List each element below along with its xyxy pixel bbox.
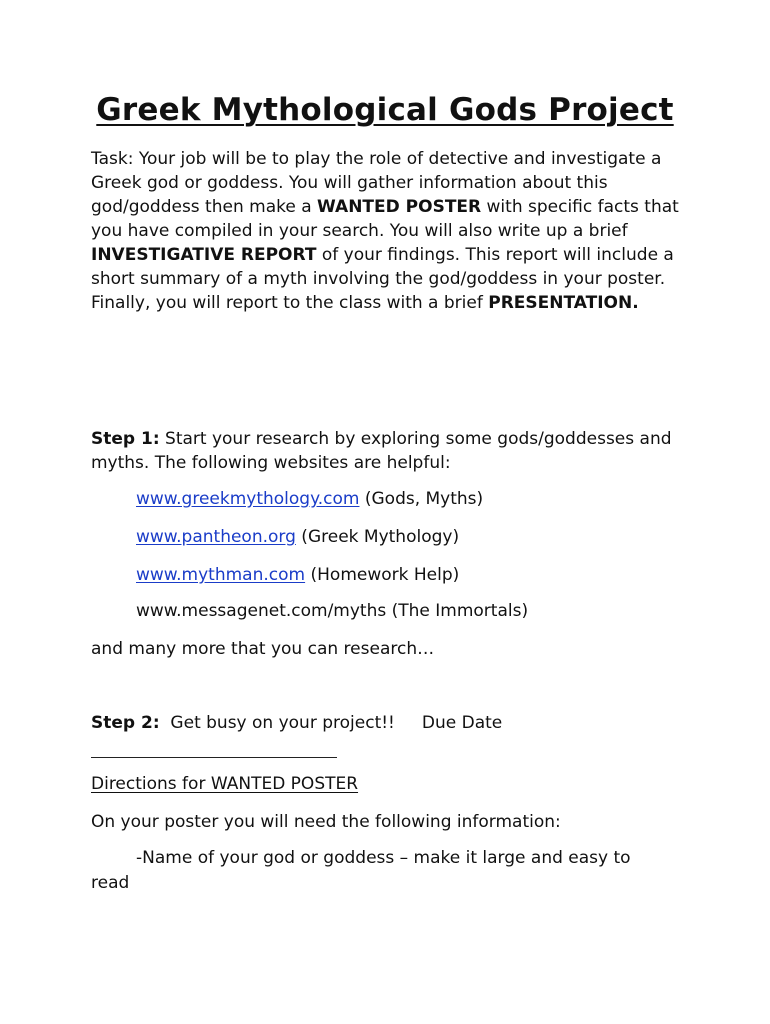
step2-label: Step 2: <box>91 713 160 733</box>
investigative-report-bold: INVESTIGATIVE REPORT <box>91 245 317 265</box>
presentation-bold: PRESENTATION. <box>488 293 639 313</box>
poster-item-name: -Name of your god or goddess – make it large and easy to <box>136 848 631 868</box>
website-note: (The Immortals) <box>386 601 529 621</box>
website-plain-url: www.messagenet.com/myths <box>136 601 387 621</box>
step1-label: Step 1: <box>91 429 160 449</box>
website-item <box>136 563 459 587</box>
step2-line <box>91 711 502 735</box>
poster-item-name-cont: read <box>91 873 130 893</box>
website-note: (Homework Help) <box>305 565 460 585</box>
website-item <box>136 599 528 623</box>
wanted-poster-bold: WANTED POSTER <box>317 197 482 217</box>
step1-paragraph <box>91 427 691 475</box>
website-note: (Greek Mythology) <box>295 527 460 547</box>
website-link[interactable]: www.mythman.com <box>136 565 306 585</box>
website-link[interactable]: www.greekmythology.com <box>136 489 360 509</box>
task-text-3: of your findings. This report will include a short summary of a myth involving the god/goddess in your poster. Finally, you will report to the class with a brief <box>91 245 674 313</box>
website-item <box>136 525 459 549</box>
due-date-blank <box>91 757 337 758</box>
website-item <box>136 487 483 511</box>
directions-heading: Directions for WANTED POSTER <box>91 774 359 794</box>
website-note: (Gods, Myths) <box>359 489 484 509</box>
task-text-1: Task: Your job will be to play the role of detective and investigate a Greek god or goddess. You will gather information about this god/goddess then make a <box>91 149 662 217</box>
step2-text: Get busy on your project!! Due Date <box>159 713 503 733</box>
task-text-2: with specific facts that you have compiled in your search. You will also write up a brief <box>91 197 679 241</box>
step1-text: Start your research by exploring some gods/goddesses and myths. The following websites are helpful: <box>91 429 672 473</box>
website-link[interactable]: www.pantheon.org <box>136 527 296 547</box>
more-research-text: and many more that you can research… <box>91 639 435 659</box>
page-title: Greek Mythological Gods Project <box>96 92 674 128</box>
task-paragraph <box>91 147 691 315</box>
poster-intro: On your poster you will need the following information: <box>91 812 561 832</box>
